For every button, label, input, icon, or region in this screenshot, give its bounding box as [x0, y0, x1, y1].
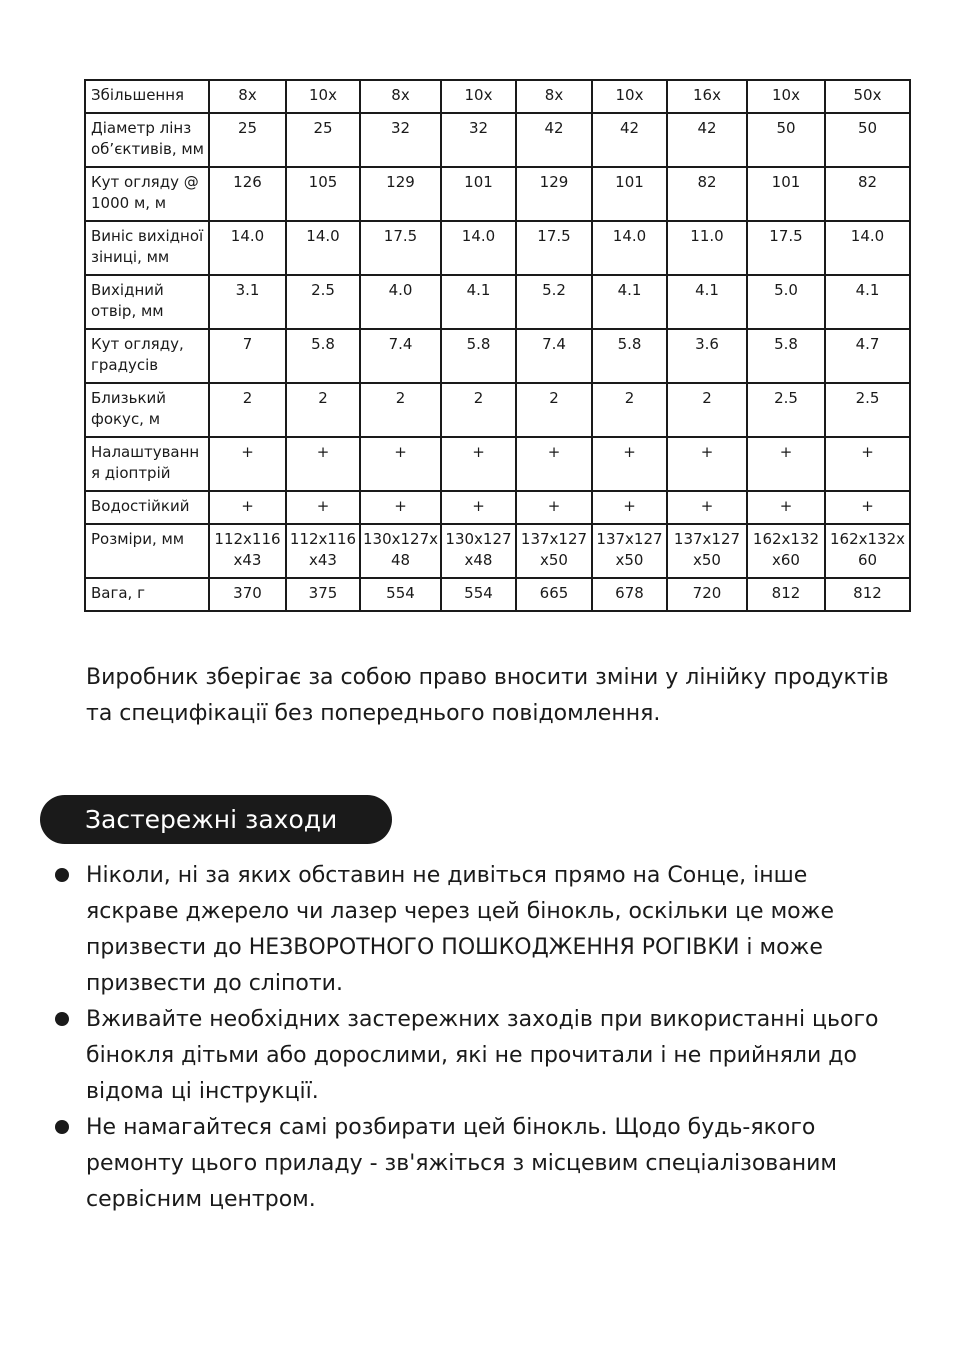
bullet-icon [55, 1120, 69, 1134]
spec-cell: 10x [286, 80, 360, 113]
spec-cell: + [747, 491, 825, 524]
spec-cell: 112x116x43 [286, 524, 360, 578]
spec-cell: 137x127x50 [667, 524, 747, 578]
spec-row-label: Налаштування діоптрій [85, 437, 209, 491]
spec-cell: 126 [209, 167, 286, 221]
spec-cell: 7.4 [516, 329, 592, 383]
spec-row [85, 329, 910, 383]
spec-cell: + [360, 437, 441, 491]
spec-cell: + [825, 437, 910, 491]
warning-item [0, 1002, 954, 1110]
spec-cell: 812 [747, 578, 825, 611]
spec-cell: 105 [286, 167, 360, 221]
spec-cell: 3.1 [209, 275, 286, 329]
warning-text: Вживайте необхідних застережних заходів при використанні цього бінокля дітьми або дорослими, які не прочитали і не прийняли до відома ці інструкції. [86, 1007, 879, 1104]
spec-cell: 82 [667, 167, 747, 221]
spec-cell: + [209, 491, 286, 524]
warning-text: Ніколи, ні за яких обставин не дивіться прямо на Сонце, інше яскраве джерело чи лазер через цей бінокль, оскільки це може призвести до НЕЗВОРОТНОГО ПОШКОДЖЕННЯ РОГІВКИ і може призвести до сліпоти. [86, 863, 834, 996]
spec-row-label: Вихідний отвір, мм [85, 275, 209, 329]
spec-cell: 130x127x48 [441, 524, 516, 578]
spec-cell: 137x127x50 [516, 524, 592, 578]
spec-cell: + [516, 437, 592, 491]
spec-cell: 32 [360, 113, 441, 167]
spec-cell: 720 [667, 578, 747, 611]
spec-row-label: Кут огляду @ 1000 м, м [85, 167, 209, 221]
spec-cell: 17.5 [516, 221, 592, 275]
spec-cell: 10x [592, 80, 667, 113]
disclaimer-note: Виробник зберігає за собою право вносити зміни у лінійку продуктів та специфікації без попереднього повідомлення. [86, 665, 889, 726]
spec-cell: 2 [441, 383, 516, 437]
spec-row [85, 80, 910, 113]
spec-cell: 5.8 [286, 329, 360, 383]
spec-row [85, 167, 910, 221]
spec-cell: 8x [209, 80, 286, 113]
spec-row-label: Виніс вихідної зіниці, мм [85, 221, 209, 275]
spec-cell: 5.8 [747, 329, 825, 383]
spec-cell: 42 [516, 113, 592, 167]
spec-cell: + [592, 491, 667, 524]
spec-cell: 2 [592, 383, 667, 437]
spec-cell: + [441, 437, 516, 491]
spec-row-label: Збільшення [85, 80, 209, 113]
spec-row [85, 491, 910, 524]
spec-cell: + [667, 491, 747, 524]
spec-cell: 370 [209, 578, 286, 611]
spec-cell: 5.8 [441, 329, 516, 383]
spec-cell: 50x [825, 80, 910, 113]
spec-row-label: Кут огляду, градусів [85, 329, 209, 383]
spec-cell: 5.0 [747, 275, 825, 329]
spec-cell: 50 [747, 113, 825, 167]
spec-cell: + [360, 491, 441, 524]
spec-cell: 7 [209, 329, 286, 383]
spec-cell: 665 [516, 578, 592, 611]
spec-cell: 42 [667, 113, 747, 167]
spec-cell: 101 [747, 167, 825, 221]
spec-cell: 2 [516, 383, 592, 437]
spec-cell: 2.5 [825, 383, 910, 437]
spec-cell: 82 [825, 167, 910, 221]
spec-cell: 14.0 [209, 221, 286, 275]
spec-cell: 4.0 [360, 275, 441, 329]
spec-cell: 2.5 [747, 383, 825, 437]
spec-cell: 32 [441, 113, 516, 167]
spec-cell: 4.1 [441, 275, 516, 329]
spec-row [85, 383, 910, 437]
spec-cell: 162x132x60 [825, 524, 910, 578]
spec-cell: + [825, 491, 910, 524]
spec-cell: 16x [667, 80, 747, 113]
spec-cell: 14.0 [825, 221, 910, 275]
spec-cell: 4.1 [592, 275, 667, 329]
spec-cell: 7.4 [360, 329, 441, 383]
spec-cell: 2.5 [286, 275, 360, 329]
spec-cell: 101 [441, 167, 516, 221]
spec-cell: + [747, 437, 825, 491]
section-header: Застережні заходи [40, 795, 392, 844]
spec-cell: 4.1 [825, 275, 910, 329]
spec-cell: 2 [209, 383, 286, 437]
spec-cell: + [516, 491, 592, 524]
spec-row-label: Діаметр лінз об’єктивів, мм [85, 113, 209, 167]
spec-cell: 162x132x60 [747, 524, 825, 578]
spec-cell: + [209, 437, 286, 491]
spec-row [85, 113, 910, 167]
spec-row-label: Розміри, мм [85, 524, 209, 578]
spec-cell: 2 [286, 383, 360, 437]
spec-row-label: Вага, г [85, 578, 209, 611]
spec-cell: 129 [360, 167, 441, 221]
spec-cell: 554 [360, 578, 441, 611]
spec-cell: 8x [360, 80, 441, 113]
spec-cell: 8x [516, 80, 592, 113]
spec-cell: + [286, 491, 360, 524]
spec-cell: 42 [592, 113, 667, 167]
spec-cell: 10x [441, 80, 516, 113]
warning-list [0, 858, 954, 1218]
spec-cell: 137x127x50 [592, 524, 667, 578]
warning-text: Не намагайтеся самі розбирати цей бінокль. Щодо будь-якого ремонту цього приладу - зв'яжіться з місцевим спеціалізованим сервісним центром. [86, 1115, 838, 1212]
spec-cell: 112x116x43 [209, 524, 286, 578]
spec-cell: 10x [747, 80, 825, 113]
spec-cell: 50 [825, 113, 910, 167]
spec-cell: 14.0 [286, 221, 360, 275]
spec-cell: + [592, 437, 667, 491]
spec-cell: 678 [592, 578, 667, 611]
spec-cell: 2 [667, 383, 747, 437]
spec-row [85, 578, 910, 611]
spec-row [85, 437, 910, 491]
spec-cell: + [441, 491, 516, 524]
bullet-icon [55, 868, 69, 882]
spec-cell: 5.2 [516, 275, 592, 329]
spec-row-label: Близький фокус, м [85, 383, 209, 437]
spec-row [85, 221, 910, 275]
spec-cell: 4.7 [825, 329, 910, 383]
spec-cell: 25 [209, 113, 286, 167]
spec-cell: 375 [286, 578, 360, 611]
warning-item [0, 1110, 954, 1218]
spec-cell: 14.0 [441, 221, 516, 275]
warning-item [0, 858, 954, 1002]
spec-table-body [85, 80, 910, 611]
spec-cell: 130x127x48 [360, 524, 441, 578]
spec-cell: + [286, 437, 360, 491]
spec-cell: 129 [516, 167, 592, 221]
spec-table [84, 79, 911, 612]
spec-cell: 5.8 [592, 329, 667, 383]
spec-cell: 4.1 [667, 275, 747, 329]
bullet-icon [55, 1012, 69, 1026]
spec-cell: 2 [360, 383, 441, 437]
spec-cell: 101 [592, 167, 667, 221]
spec-cell: 11.0 [667, 221, 747, 275]
spec-cell: 14.0 [592, 221, 667, 275]
spec-cell: 25 [286, 113, 360, 167]
spec-row [85, 275, 910, 329]
spec-cell: 554 [441, 578, 516, 611]
spec-row-label: Водостійкий [85, 491, 209, 524]
spec-cell: 17.5 [360, 221, 441, 275]
spec-cell: + [667, 437, 747, 491]
spec-cell: 812 [825, 578, 910, 611]
spec-cell: 17.5 [747, 221, 825, 275]
spec-cell: 3.6 [667, 329, 747, 383]
spec-row [85, 524, 910, 578]
